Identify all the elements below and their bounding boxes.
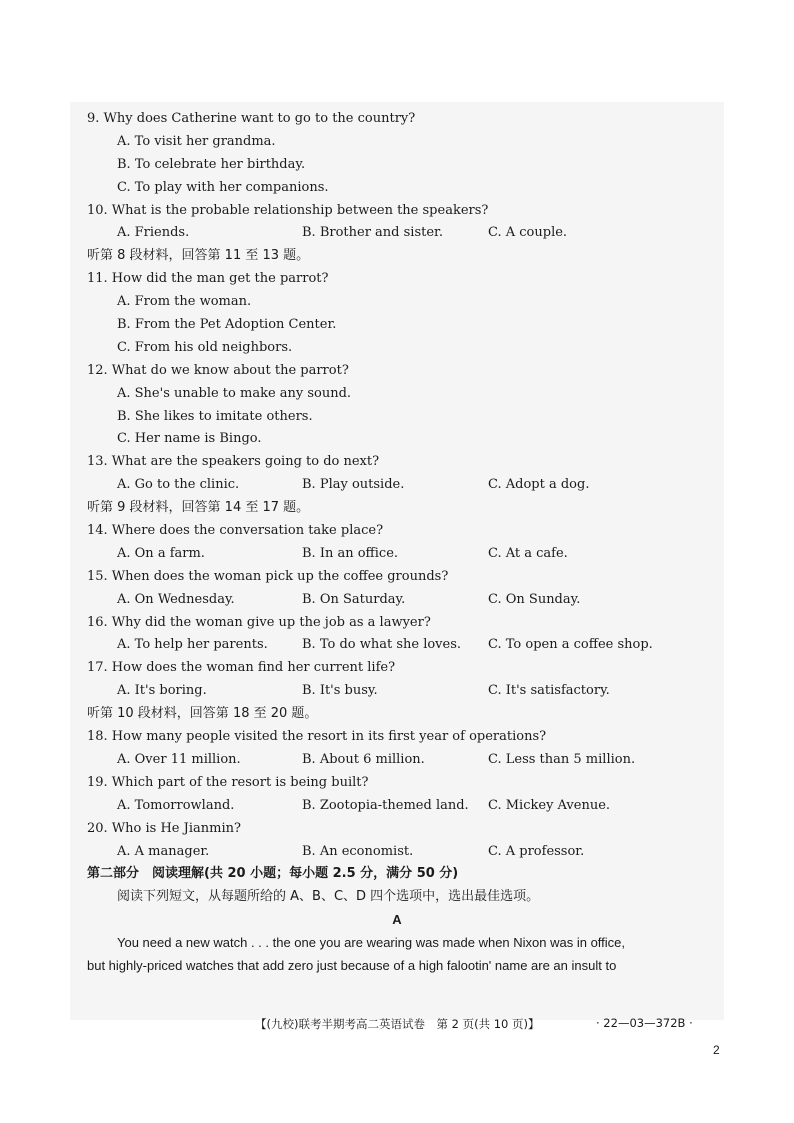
page-footer xyxy=(70,1016,724,1036)
question-9: 9. Why does Catherine want to go to the country? xyxy=(87,111,416,126)
question-12: 12. What do we know about the parrot? xyxy=(87,362,349,378)
question-9-option-a: A. To visit her grandma. xyxy=(117,133,276,149)
question-14: 14. Where does the conversation take place? xyxy=(87,523,384,539)
question-13-options xyxy=(87,474,707,497)
question-20-option-a: A. A manager. xyxy=(117,843,210,859)
question-14-option-a: A. On a farm. xyxy=(117,545,205,561)
question-18-option-a: A. Over 11 million. xyxy=(117,751,241,767)
question-16-option-a: A. To help her parents. xyxy=(117,637,268,653)
question-14-options xyxy=(87,543,707,566)
question-14-option-b: B. In an office. xyxy=(302,545,399,561)
question-18-option-b: B. About 6 million. xyxy=(302,751,425,767)
section-8-instruction: 听第 8 段材料，回答第 11 至 13 题。 xyxy=(87,248,310,264)
section-10-instruction: 听第 10 段材料，回答第 18 至 20 题。 xyxy=(87,706,318,722)
question-18-option-c: C. Less than 5 million. xyxy=(488,751,636,767)
question-13-option-c: C. Adopt a dog. xyxy=(488,477,590,493)
question-15-option-b: B. On Saturday. xyxy=(302,591,406,607)
question-12-option-a: A. She's unable to make any sound. xyxy=(117,385,352,401)
question-12-option-c: C. Her name is Bingo. xyxy=(117,431,262,447)
question-20-option-b: B. An economist. xyxy=(302,843,414,859)
question-18: 18. How many people visited the resort in its first year of operations? xyxy=(87,729,547,745)
footer-code: · 22—03—372B · xyxy=(596,1016,693,1030)
question-13-option-a: A. Go to the clinic. xyxy=(117,477,240,493)
question-14-option-c: C. At a cafe. xyxy=(488,545,568,561)
question-10-option-c: C. A couple. xyxy=(488,225,568,241)
part-2-instruction: 阅读下列短文，从每题所给的 A、B、C、D 四个选项中，选出最佳选项。 xyxy=(117,889,540,905)
question-16-options xyxy=(87,634,707,657)
question-11-option-b: B. From the Pet Adoption Center. xyxy=(117,317,337,333)
question-10-options xyxy=(87,222,707,245)
question-19-option-b: B. Zootopia-themed land. xyxy=(302,797,469,813)
question-10-option-a: A. Friends. xyxy=(117,225,190,241)
question-9-option-c: C. To play with her companions. xyxy=(117,179,329,195)
question-11-option-c: C. From his old neighbors. xyxy=(117,339,293,355)
question-20: 20. Who is He Jianmin? xyxy=(87,820,241,836)
question-20-options xyxy=(87,841,707,864)
question-16-option-b: B. To do what she loves. xyxy=(302,637,462,653)
footer-exam-title: 【(九校)联考半期考高二英语试卷 第 2 页(共 10 页)】 xyxy=(255,1017,540,1031)
question-12-option-b: B. She likes to imitate others. xyxy=(117,408,313,424)
question-17-options xyxy=(87,680,707,703)
exam-content xyxy=(87,108,707,978)
question-11: 11. How did the man get the parrot? xyxy=(87,271,329,287)
question-16-option-c: C. To open a coffee shop. xyxy=(488,637,653,653)
section-9-instruction: 听第 9 段材料，回答第 14 至 17 题。 xyxy=(87,500,310,516)
question-15-options xyxy=(87,589,707,612)
page-number: 2 xyxy=(713,1043,720,1057)
question-16: 16. Why did the woman give up the job as a lawyer? xyxy=(87,614,431,630)
question-13-option-b: B. Play outside. xyxy=(302,477,405,493)
question-15-option-a: A. On Wednesday. xyxy=(117,591,235,607)
question-9-option-b: B. To celebrate her birthday. xyxy=(117,156,306,172)
question-13: 13. What are the speakers going to do next? xyxy=(87,454,380,470)
question-10: 10. What is the probable relationship between the speakers? xyxy=(87,202,489,218)
passage-a-label: A xyxy=(392,912,402,928)
question-15-option-c: C. On Sunday. xyxy=(488,591,581,607)
passage-a-line-2: but highly-priced watches that add zero just because of a high falootin' name are an insult to xyxy=(87,957,617,973)
question-20-option-c: C. A professor. xyxy=(488,843,585,859)
question-17: 17. How does the woman find her current life? xyxy=(87,660,396,676)
question-19-option-a: A. Tomorrowland. xyxy=(117,797,235,813)
passage-a-line-1: You need a new watch . . . the one you are wearing was made when Nixon was in office, xyxy=(117,935,626,951)
part-2-heading: 第二部分 阅读理解(共 20 小题；每小题 2.5 分，满分 50 分) xyxy=(87,866,459,882)
question-19: 19. Which part of the resort is being built? xyxy=(87,774,369,790)
question-10-option-b: B. Brother and sister. xyxy=(302,225,443,241)
question-19-options xyxy=(87,795,707,818)
question-19-option-c: C. Mickey Avenue. xyxy=(488,797,611,813)
question-15: 15. When does the woman pick up the coffee grounds? xyxy=(87,568,449,584)
question-17-option-a: A. It's boring. xyxy=(117,683,207,699)
question-18-options xyxy=(87,749,707,772)
question-11-option-a: A. From the woman. xyxy=(117,294,252,310)
question-17-option-b: B. It's busy. xyxy=(302,683,378,699)
question-17-option-c: C. It's satisfactory. xyxy=(488,683,610,699)
